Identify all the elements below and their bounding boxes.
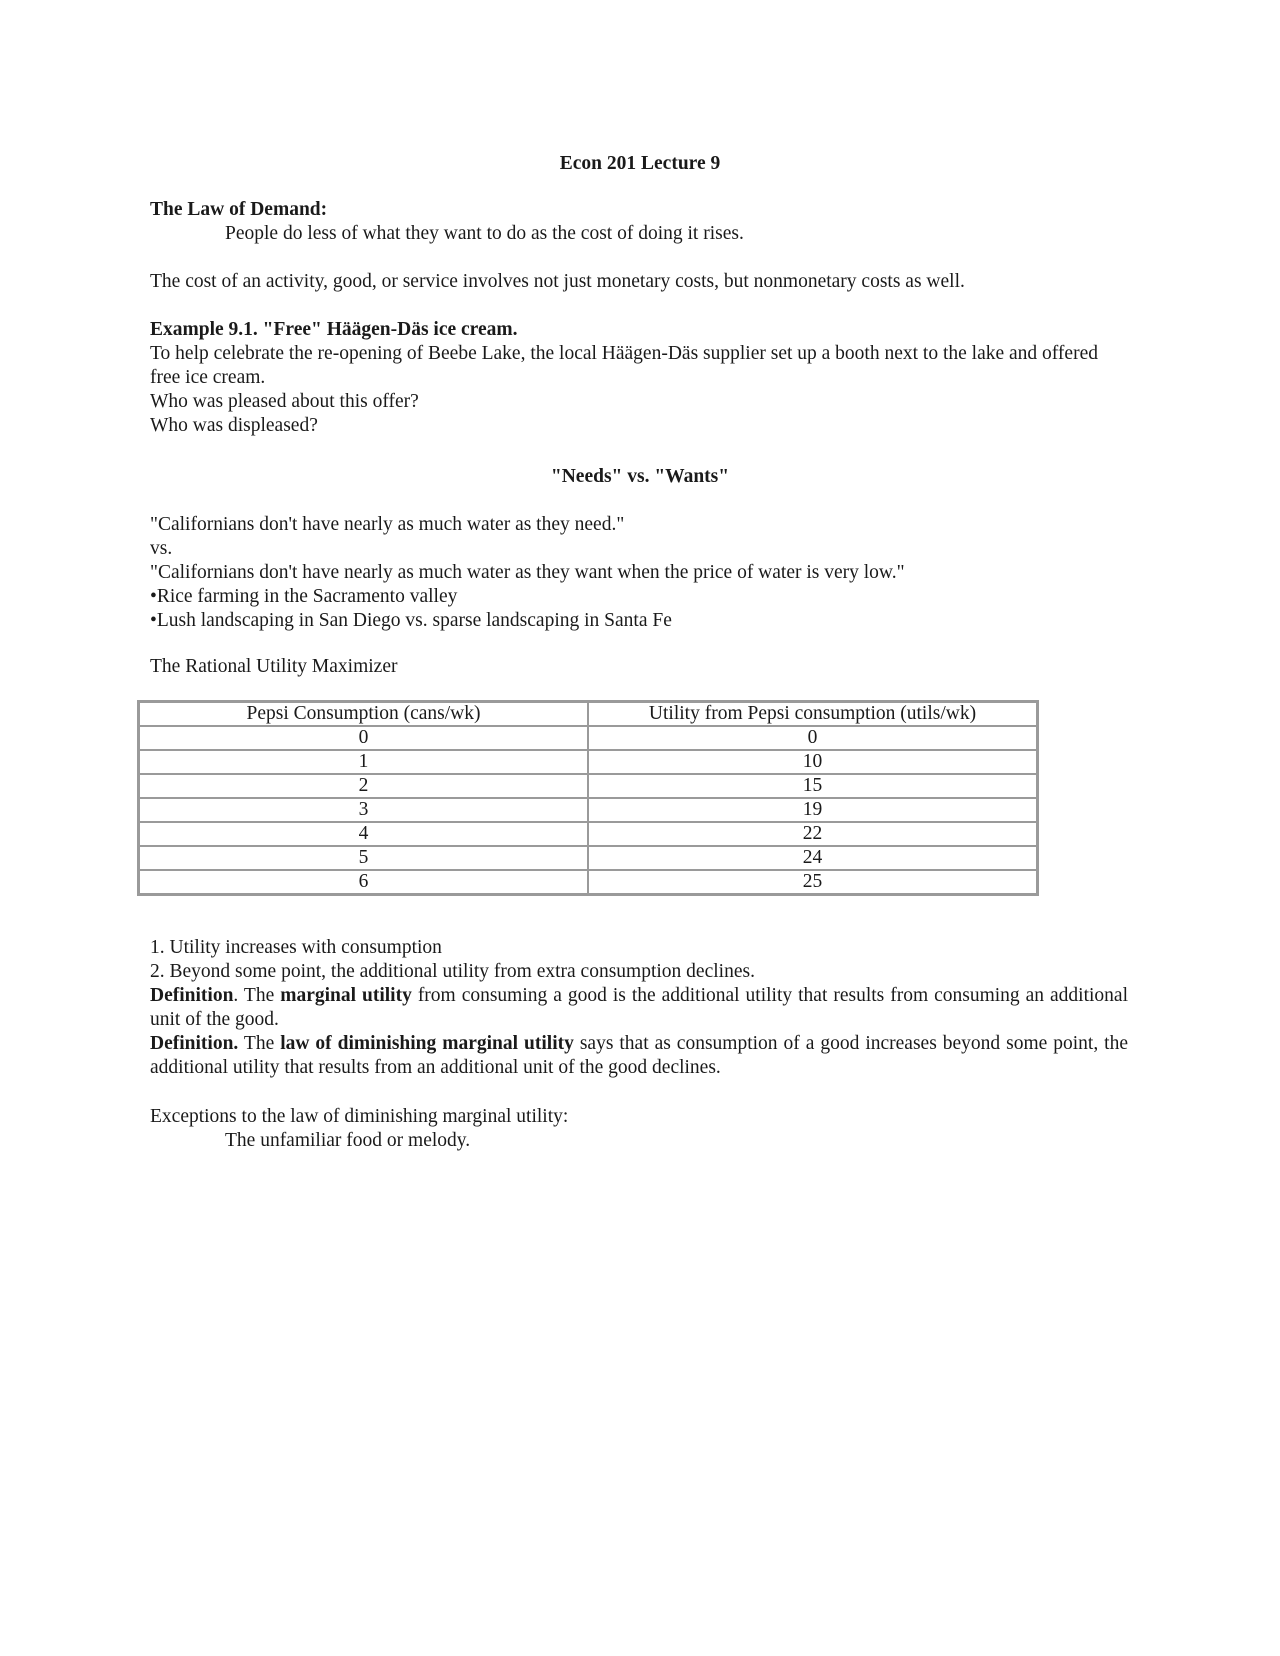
example-section	[150, 318, 1130, 438]
exceptions-item: The unfamiliar food or melody.	[225, 1130, 471, 1151]
table-cell: 1	[139, 750, 589, 774]
maximizer-title: The Rational Utility Maximizer	[150, 656, 398, 677]
definition-label: Definition	[150, 985, 234, 1006]
definition-term: marginal utility	[280, 985, 412, 1006]
lecture-title: Econ 201 Lecture 9	[559, 153, 721, 174]
needs-bullet-1: •Rice farming in the Sacramento valley	[150, 586, 458, 607]
point-2: 2. Beyond some point, the additional utility from extra consumption declines.	[150, 961, 755, 982]
table-cell: 0	[139, 726, 589, 750]
table-header-row	[139, 702, 1038, 727]
example-question-2: Who was displeased?	[150, 415, 318, 436]
table-cell: 0	[588, 726, 1038, 750]
example-body: To help celebrate the re-opening of Beebe Lake, the local Häägen-Däs supplier set up a booth next to the lake and offered free ice cream.	[150, 343, 1098, 388]
table-cell: 2	[139, 774, 589, 798]
table-row	[139, 774, 1038, 798]
definition-text: says that as consumption of a good increases beyond some point, the additional utility that results from an additional unit of the good declines.	[150, 1033, 1128, 1078]
law-of-demand-section	[150, 198, 1130, 246]
table-cell: 15	[588, 774, 1038, 798]
table-cell: 3	[139, 798, 589, 822]
table-row	[139, 822, 1038, 846]
needs-section	[150, 513, 1130, 633]
point-1: 1. Utility increases with consumption	[150, 937, 442, 958]
example-heading: Example 9.1. "Free" Häägen-Däs ice cream.	[150, 319, 518, 340]
needs-quote-2: "Californians don't have nearly as much water as they want when the price of water is very low."	[150, 562, 905, 583]
utility-points	[150, 936, 1128, 1080]
table-row	[139, 726, 1038, 750]
definition-text: The	[238, 1033, 281, 1054]
definition-marginal-utility	[150, 984, 1128, 1032]
table-cell: 25	[588, 870, 1038, 895]
table-row	[139, 750, 1038, 774]
table-row	[139, 846, 1038, 870]
example-question-1: Who was pleased about this offer?	[150, 391, 419, 412]
cost-note: The cost of an activity, good, or service involves not just monetary costs, but nonmonetary costs as well.	[150, 271, 965, 292]
needs-bullet-2: •Lush landscaping in San Diego vs. sparse landscaping in Santa Fe	[150, 610, 672, 631]
definition-label: Definition.	[150, 1033, 239, 1054]
exceptions-heading: Exceptions to the law of diminishing marginal utility:	[150, 1106, 569, 1127]
table-cell: 6	[139, 870, 589, 895]
table-header-consumption: Pepsi Consumption (cans/wk)	[139, 702, 589, 727]
table-row	[139, 798, 1038, 822]
table-cell: 19	[588, 798, 1038, 822]
needs-wants-heading: "Needs" vs. "Wants"	[550, 466, 730, 487]
table-cell: 24	[588, 846, 1038, 870]
exceptions-section	[150, 1105, 1130, 1153]
table-row	[139, 870, 1038, 895]
definition-text: from consuming a good is the additional utility that results from consuming an additional unit of the good.	[150, 985, 1128, 1030]
pepsi-utility-table	[137, 700, 1039, 896]
definition-diminishing-marginal-utility	[150, 1032, 1128, 1080]
needs-quote-1: "Californians don't have nearly as much water as they need."	[150, 514, 625, 535]
definition-term: law of diminishing marginal utility	[280, 1033, 574, 1054]
table-cell: 5	[139, 846, 589, 870]
table-cell: 22	[588, 822, 1038, 846]
law-of-demand-heading: The Law of Demand:	[150, 199, 328, 220]
definition-text: . The	[233, 985, 281, 1006]
table-cell: 4	[139, 822, 589, 846]
table-header-utility: Utility from Pepsi consumption (utils/wk)	[588, 702, 1038, 727]
law-of-demand-statement: People do less of what they want to do as the cost of doing it rises.	[225, 223, 744, 244]
needs-vs: vs.	[150, 538, 173, 559]
table-cell: 10	[588, 750, 1038, 774]
